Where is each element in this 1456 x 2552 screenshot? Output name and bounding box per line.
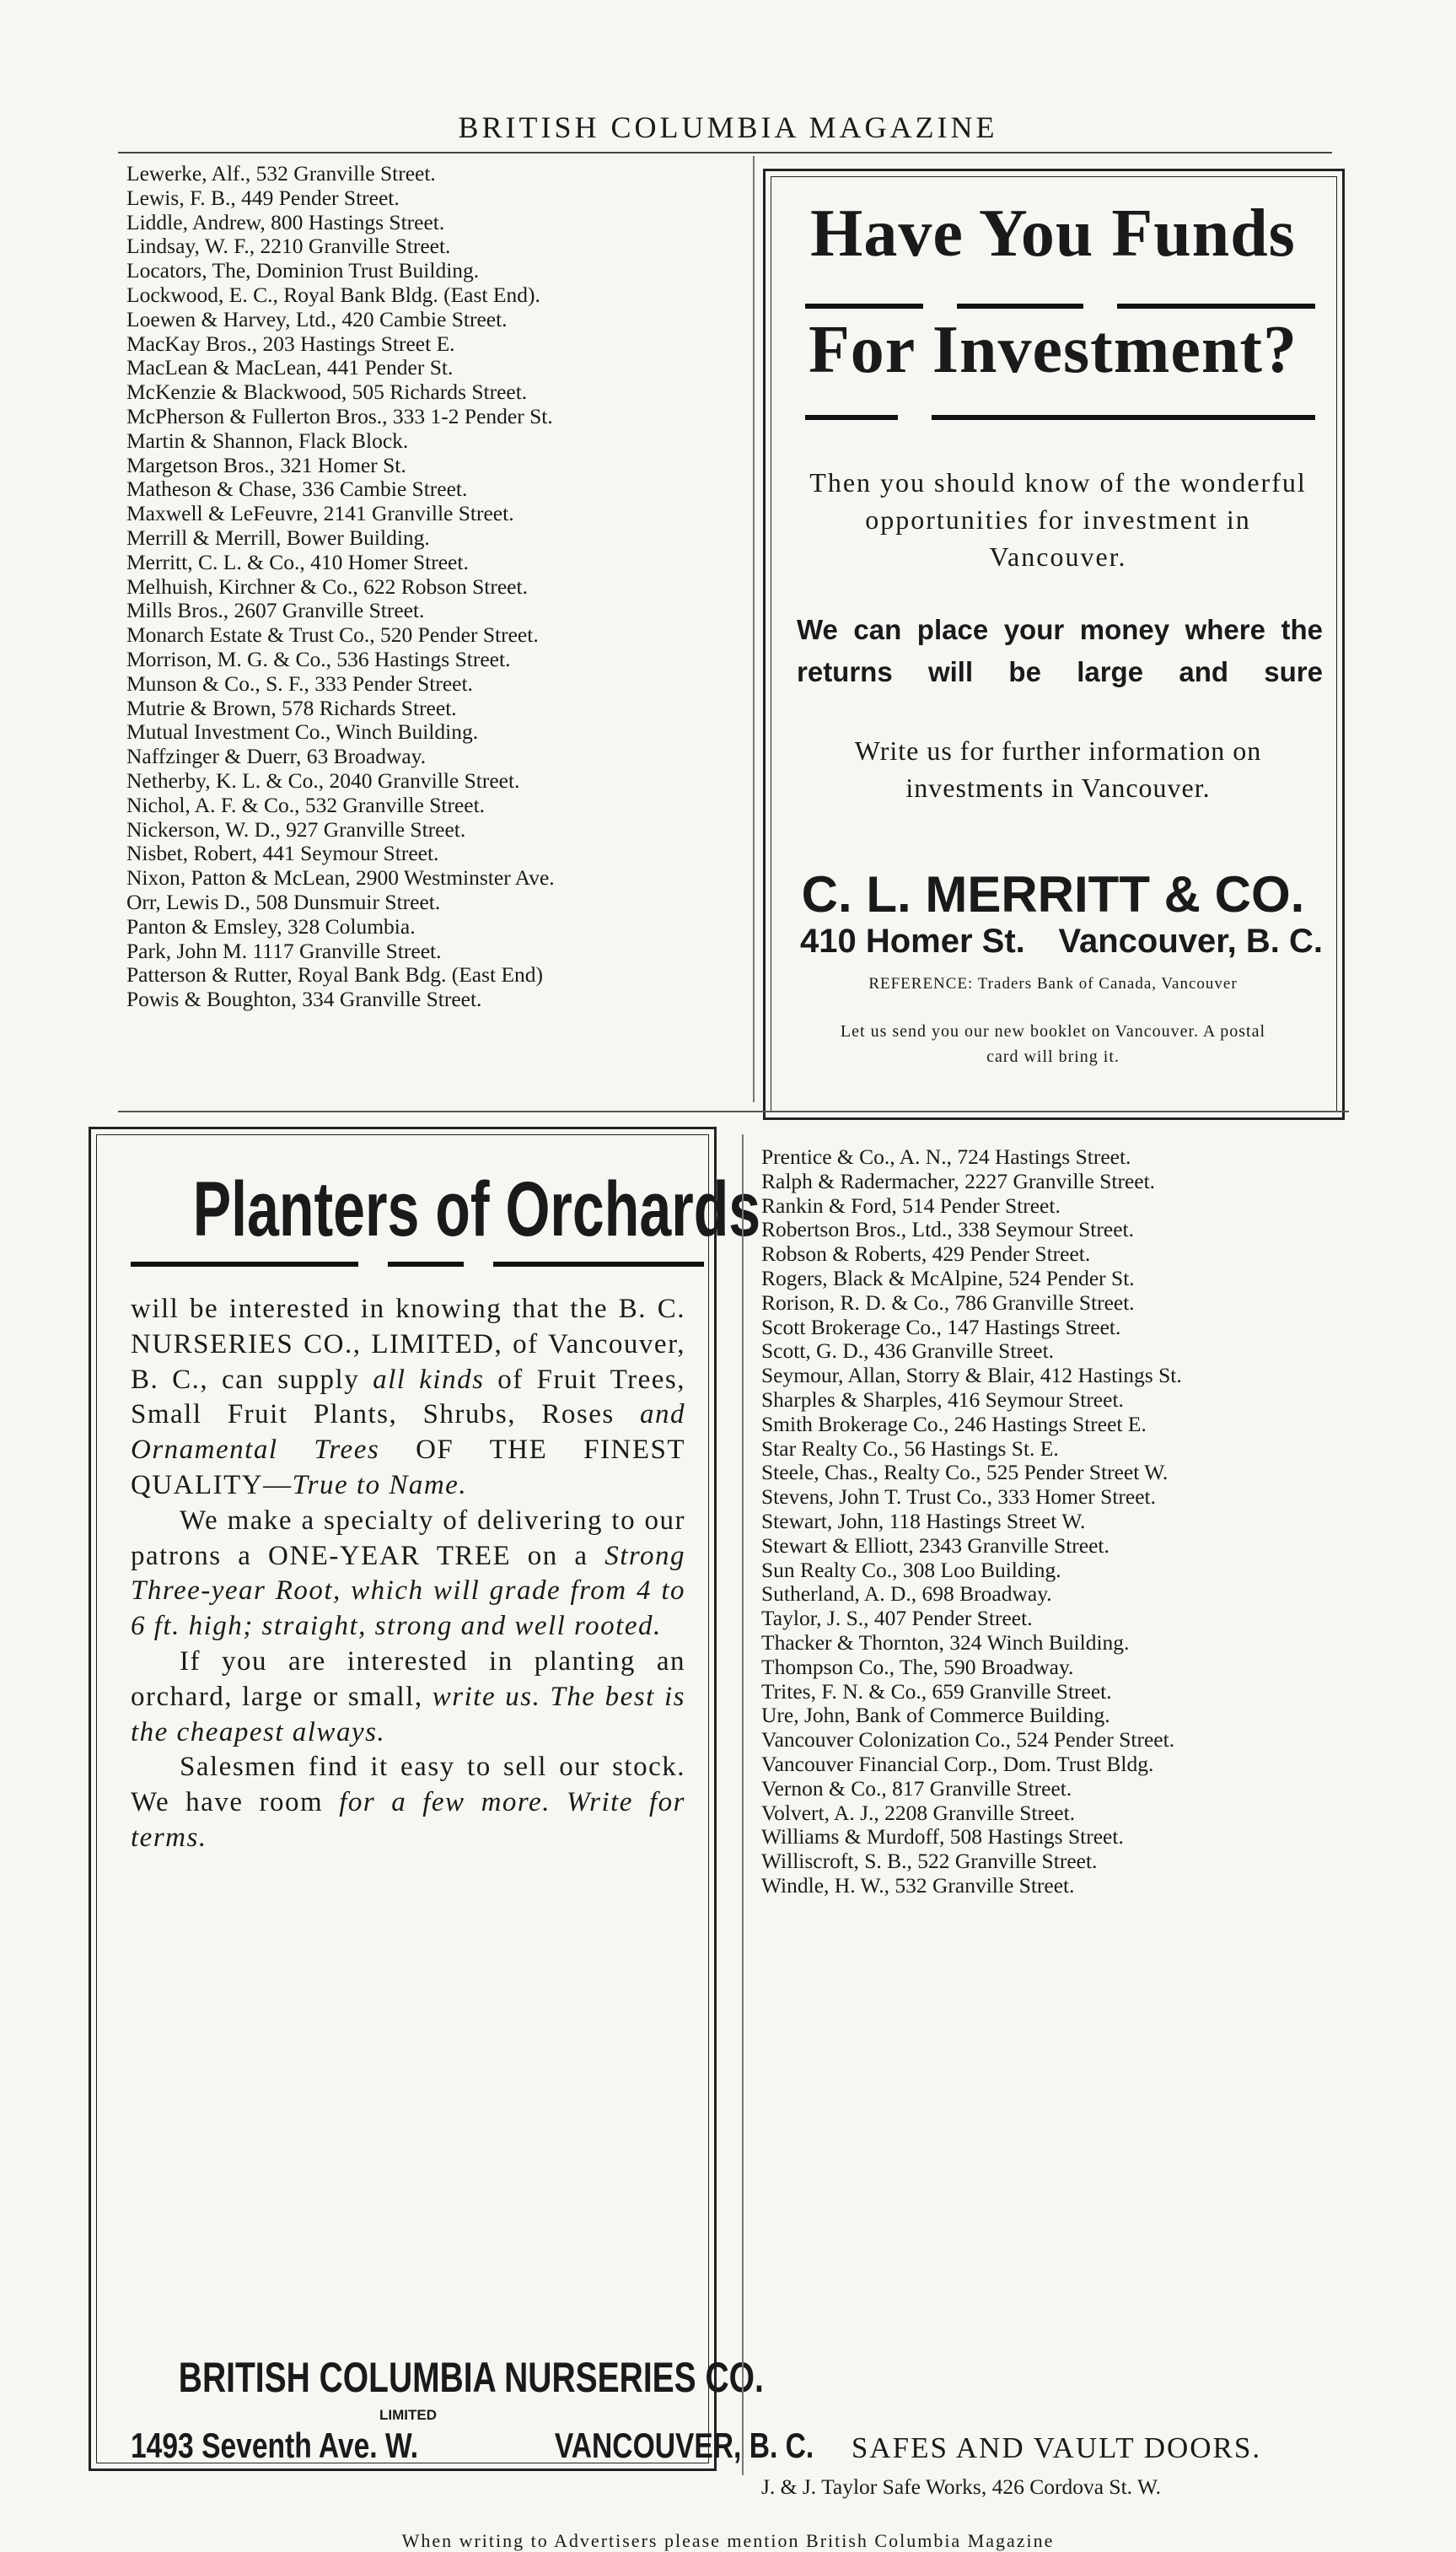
headline-rule: [388, 1262, 464, 1267]
headline-rule: [805, 304, 923, 309]
headline-rule: [131, 1262, 358, 1267]
listing-entry: Thacker & Thornton, 324 Winch Building.: [761, 1629, 1130, 1655]
listing-entry: Williams & Murdoff, 508 Hastings Street.: [761, 1824, 1124, 1849]
listing-entry: Sutherland, A. D., 698 Broadway.: [761, 1581, 1052, 1607]
listing-entry: Volvert, A. J., 2208 Granville Street.: [761, 1800, 1076, 1825]
listing-entry: Smith Brokerage Co., 246 Hastings Street E.: [761, 1411, 1147, 1436]
listing-entry: Seymour, Allan, Storry & Blair, 412 Hastings St.: [761, 1363, 1182, 1388]
nurseries-advertisement: [89, 1127, 814, 2471]
directory-listing-right: [761, 1145, 1351, 1898]
listing-entry: Munson & Co., S. F., 333 Pender Street.: [126, 670, 473, 696]
listing-entry: Rogers, Black & McAlpine, 524 Pender St.: [761, 1265, 1135, 1290]
listing-entry: Prentice & Co., A. N., 724 Hastings Street.: [761, 1144, 1131, 1169]
listing-entry: Rorison, R. D. & Co., 786 Granville Street.: [761, 1289, 1135, 1315]
merritt-company-name: C. L. MERRITT & CO.: [801, 866, 1305, 923]
merritt-headline-line1: Have You Funds: [810, 197, 1296, 271]
nurseries-body: [131, 1292, 685, 1856]
nurseries-address-city: VANCOUVER, B. C.: [555, 2425, 814, 2465]
nurseries-paragraph-3: [131, 1645, 685, 1750]
nurseries-paragraph-4: [131, 1750, 685, 1855]
safes-entry: J. & J. Taylor Safe Works, 426 Cordova St. W.: [761, 2474, 1162, 2499]
nurseries-paragraph-1: [131, 1292, 685, 1504]
listing-entry: Nickerson, W. D., 927 Granville Street.: [126, 816, 466, 842]
text-run: Salesmen find it easy to sell our stock. We have room: [131, 1752, 685, 1818]
text-run: for a few more. Write for terms.: [131, 1787, 685, 1853]
listing-entry: Locators, The, Dominion Trust Building.: [126, 258, 480, 283]
text-run: True to Name.: [292, 1469, 468, 1500]
listing-entry: Scott Brokerage Co., 147 Hastings Street.: [761, 1314, 1121, 1339]
listing-entry: Windle, H. W., 532 Granville Street.: [761, 1872, 1075, 1898]
listing-entry: McPherson & Fullerton Bros., 333 1-2 Pender St.: [126, 403, 553, 428]
listing-entry: Sun Realty Co., 308 Loo Building.: [761, 1557, 1061, 1582]
nurseries-headline: Planters of Orchards: [192, 1166, 761, 1252]
merritt-address: [800, 923, 1323, 961]
listing-entry: Nixon, Patton & McLean, 2900 Westminster Ave.: [126, 865, 555, 891]
listing-entry: Stewart & Elliott, 2343 Granville Street.: [761, 1532, 1109, 1558]
listing-entry: Panton & Emsley, 328 Columbia.: [126, 913, 416, 939]
listing-entry: Margetson Bros., 321 Homer St.: [126, 452, 406, 477]
nurseries-ad-inner-border: [96, 1134, 814, 2465]
listing-entry: MacLean & MacLean, 441 Pender St.: [126, 355, 454, 380]
footer-note: When writing to Advertisers please mention British Columbia Magazine: [401, 2530, 1055, 2551]
merritt-reference: REFERENCE: Traders Bank of Canada, Vancouver: [868, 975, 1238, 993]
text-run: of Fruit Trees, Small Fruit Plants, Shrubs, Roses: [131, 1364, 685, 1430]
listing-entry: Mills Bros., 2607 Granville Street.: [126, 598, 425, 623]
listing-entry: Taylor, J. S., 407 Pender Street.: [761, 1606, 1033, 1631]
merritt-ad-inner-border: [771, 176, 1337, 1112]
listing-entry: MacKay Bros., 203 Hastings Street E.: [126, 331, 455, 356]
listing-entry: Martin & Shannon, Flack Block.: [126, 428, 409, 453]
listing-entry: Lockwood, E. C., Royal Bank Bldg. (East End).: [126, 282, 540, 307]
section-divider: [118, 1111, 1349, 1112]
listing-entry: Lewerke, Alf., 532 Granville Street.: [126, 161, 436, 186]
directory-listing-left: [126, 162, 750, 1012]
listing-entry: Vernon & Co., 817 Granville Street.: [761, 1775, 1072, 1801]
page-header: BRITISH COLUMBIA MAGAZINE: [458, 110, 998, 144]
listing-entry: Ure, John, Bank of Commerce Building.: [761, 1703, 1110, 1728]
listing-entry: Mutual Investment Co., Winch Building.: [126, 719, 479, 745]
listing-entry: Stewart, John, 118 Hastings Street W.: [761, 1508, 1086, 1533]
listing-entry: Merritt, C. L. & Co., 410 Homer Street.: [126, 549, 469, 574]
listing-entry: Vancouver Colonization Co., 524 Pender Street.: [761, 1727, 1175, 1752]
listing-entry: Lewis, F. B., 449 Pender Street.: [126, 185, 400, 210]
text-run: all kinds: [373, 1364, 485, 1395]
merritt-advertisement: [763, 169, 1345, 1120]
listing-entry: Steele, Chas., Realty Co., 525 Pender Street W.: [761, 1460, 1169, 1485]
listing-entry: Nichol, A. F. & Co., 532 Granville Street.: [126, 792, 486, 817]
listing-entry: Powis & Boughton, 334 Granville Street.: [126, 987, 482, 1012]
listing-entry: Robson & Roberts, 429 Pender Street.: [761, 1241, 1091, 1267]
text-run: Strong Three-year Root, which will grade from 4 to 6 ft. high; straight, strong and well rooted.: [131, 1540, 685, 1642]
headline-rule: [932, 415, 1315, 420]
listing-entry: Matheson & Chase, 336 Cambie Street.: [126, 476, 468, 502]
nurseries-limited-label: LIMITED: [379, 2407, 437, 2423]
merritt-write-text: Write us for further information on investments in Vancouver.: [854, 735, 1262, 803]
listing-entry: Star Realty Co., 56 Hastings St. E.: [761, 1435, 1059, 1461]
nurseries-address-street: 1493 Seventh Ave. W.: [131, 2425, 419, 2465]
nurseries-address: [131, 2425, 814, 2466]
text-run: If you are interested in planting an orchard, large or small,: [131, 1645, 685, 1712]
listing-entry: Melhuish, Kirchner & Co., 622 Robson Street.: [126, 573, 528, 599]
listing-entry: Loewen & Harvey, Ltd., 420 Cambie Street.: [126, 306, 508, 331]
column-divider-bottom: [742, 1134, 744, 2475]
listing-entry: Stevens, John T. Trust Co., 333 Homer Street.: [761, 1484, 1156, 1510]
listing-entry: McKenzie & Blackwood, 505 Richards Street.: [126, 380, 528, 405]
header-rule: [118, 152, 1332, 153]
merritt-headline-line2: For Investment?: [808, 313, 1298, 387]
listing-entry: Scott, G. D., 436 Granville Street.: [761, 1338, 1055, 1364]
merritt-bold-text: We can place your money where the returns will be large and sure: [797, 614, 1323, 687]
listing-entry: Nisbet, Robert, 441 Seymour Street.: [126, 841, 439, 866]
listing-entry: Merrill & Merrill, Bower Building.: [126, 525, 430, 550]
headline-rule: [957, 304, 1083, 309]
listing-entry: Liddle, Andrew, 800 Hastings Street.: [126, 209, 445, 234]
listing-entry: Rankin & Ford, 514 Pender Street.: [761, 1193, 1061, 1218]
listing-entry: Monarch Estate & Trust Co., 520 Pender Street.: [126, 622, 539, 648]
listing-entry: Morrison, M. G. & Co., 536 Hastings Street.: [126, 646, 511, 671]
listing-entry: Williscroft, S. B., 522 Granville Street.: [761, 1849, 1098, 1874]
merritt-booklet-note: Let us send you our new booklet on Vancouver. A postal card will bring it.: [840, 1022, 1266, 1066]
listing-entry: Mutrie & Brown, 578 Richards Street.: [126, 695, 457, 720]
headline-rule: [493, 1262, 704, 1267]
listing-entry: Naffzinger & Duerr, 63 Broadway.: [126, 744, 427, 769]
listing-entry: Ralph & Radermacher, 2227 Granville Street.: [761, 1168, 1156, 1193]
merritt-address-city: Vancouver, B. C.: [1058, 923, 1323, 960]
listing-entry: Park, John M. 1117 Granville Street.: [126, 938, 442, 963]
listing-entry: Robertson Bros., Ltd., 338 Seymour Street.: [761, 1217, 1134, 1242]
nurseries-paragraph-2: [131, 1504, 685, 1645]
listing-entry: Vancouver Financial Corp., Dom. Trust Bldg.: [761, 1751, 1154, 1776]
listing-entry: Sharples & Sharples, 416 Seymour Street.: [761, 1386, 1124, 1412]
listing-entry: Trites, F. N. & Co., 659 Granville Street.: [761, 1678, 1112, 1704]
listing-entry: Netherby, K. L. & Co., 2040 Granville Street.: [126, 767, 520, 793]
listing-entry: Orr, Lewis D., 508 Dunsmuir Street.: [126, 889, 441, 914]
nurseries-company-name: BRITISH COLUMBIA NURSERIES CO.: [178, 2354, 764, 2401]
listing-entry: Maxwell & LeFeuvre, 2141 Granville Street.: [126, 501, 514, 526]
headline-rule: [1117, 304, 1315, 309]
merritt-address-street: 410 Homer St.: [800, 923, 1025, 960]
text-run: OF THE FINEST QUALITY—: [131, 1435, 685, 1500]
text-run: write us. The best is the cheapest always.: [131, 1681, 685, 1747]
headline-rule: [805, 415, 898, 420]
merritt-intro-text: Then you should know of the wonderful opportunities for investment in Vancouver.: [809, 467, 1307, 572]
listing-entry: Thompson Co., The, 590 Broadway.: [761, 1654, 1074, 1679]
column-divider-top: [753, 156, 755, 1102]
text-run: will be interested in knowing that the B. C. NURSERIES CO., LIMITED, of Vancouver, B. C., can supply: [131, 1294, 685, 1395]
listing-entry: Patterson & Rutter, Royal Bank Bdg. (East End): [126, 962, 544, 988]
text-run: We make a specialty of delivering to our patrons a ONE-YEAR TREE on a: [131, 1505, 685, 1571]
safes-heading: SAFES AND VAULT DOORS.: [851, 2431, 1262, 2464]
text-run: and Ornamental Trees: [131, 1399, 685, 1466]
listing-entry: Lindsay, W. F., 2210 Granville Street.: [126, 234, 451, 259]
